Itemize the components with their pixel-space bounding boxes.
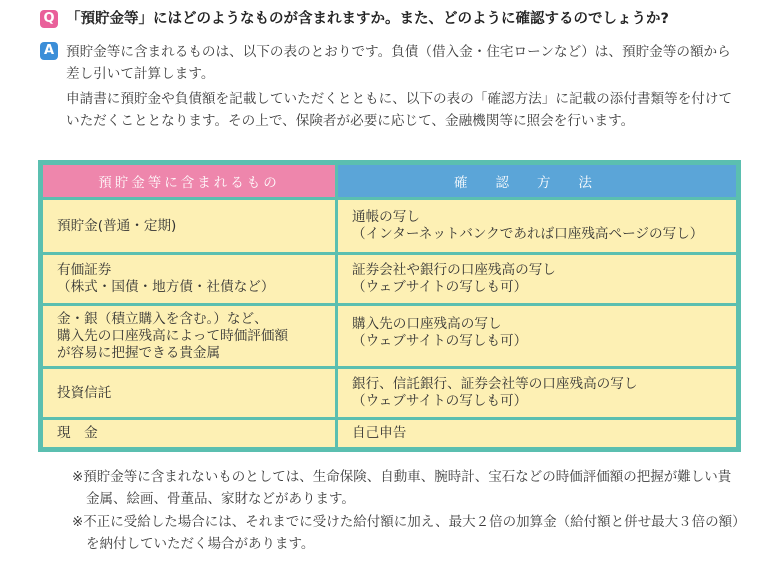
savings-table-grid [43, 165, 736, 447]
row-item-cell [43, 200, 335, 252]
row-method-cell [338, 306, 736, 366]
row-method-cell [338, 420, 736, 447]
savings-table [38, 160, 741, 452]
row-item-text: 投資信託 [57, 384, 112, 401]
row-item-cell [43, 369, 335, 417]
row-method-text: 通帳の写し （インターネットバンクであれば口座残高ページの写し） [352, 209, 704, 242]
question-badge: Q [40, 10, 58, 28]
answer-paragraph: 申請書に預貯金や負債額を記載していただくとともに、以下の表の「確認方法」に記載の添付書類等を付けていただくこととなります。その上で、保険者が必要に応じて、金融機関等に照会を行います。 [66, 91, 733, 129]
header-included-items: 預貯金等に含まれるもの [43, 165, 335, 197]
row-method-text: 自己申告 [352, 425, 407, 441]
question-row [40, 9, 669, 29]
row-item-cell [43, 306, 335, 366]
answer-row [40, 41, 736, 135]
row-method-cell [338, 200, 736, 252]
footnotes [72, 466, 742, 556]
row-method-cell [338, 255, 736, 303]
footnote: ※不正に受給した場合には、それまでに受けた給付額に加え、最大２倍の加算金（給付額と併せ最大３倍の額）を納付していただく場合があります。 [72, 514, 739, 552]
header-confirmation-method: 確認方法 [338, 165, 736, 197]
footnote: ※預貯金等に含まれないものとしては、生命保険、自動車、腕時計、宝石などの時価評価額の把握が難しい貴金属、絵画、骨董品、家財などがあります。 [72, 469, 732, 507]
row-method-cell [338, 369, 736, 417]
question-text: 「預貯金等」にはどのようなものが含まれますか。また、どのように確認するのでしょうか? [66, 11, 669, 27]
row-item-text: 預貯金(普通・定期) [57, 217, 177, 234]
row-item-cell [43, 255, 335, 303]
row-method-text: 購入先の口座残高の写し （ウェブサイトの写しも可） [352, 316, 528, 349]
row-item-cell [43, 420, 335, 447]
answer-text [66, 41, 736, 135]
answer-badge: A [40, 42, 58, 60]
answer-paragraph: 預貯金等に含まれるものは、以下の表のとおりです。負債（借入金・住宅ローンなど）は、預貯金等の額から差し引いて計算します。 [66, 44, 731, 82]
row-item-text: 現 金 [57, 425, 98, 441]
row-method-text: 証券会社や銀行の口座残高の写し （ウェブサイトの写しも可） [352, 262, 556, 295]
row-item-text: 有価証券 （株式・国債・地方債・社債など） [57, 262, 275, 295]
row-item-text: 金・銀（積立購入を含む。）など、 購入先の口座残高によって時価評価額 が容易に把握できる貴金属 [57, 310, 289, 361]
row-method-text: 銀行、信託銀行、証券会社等の口座残高の写し （ウェブサイトの写しも可） [352, 376, 638, 409]
